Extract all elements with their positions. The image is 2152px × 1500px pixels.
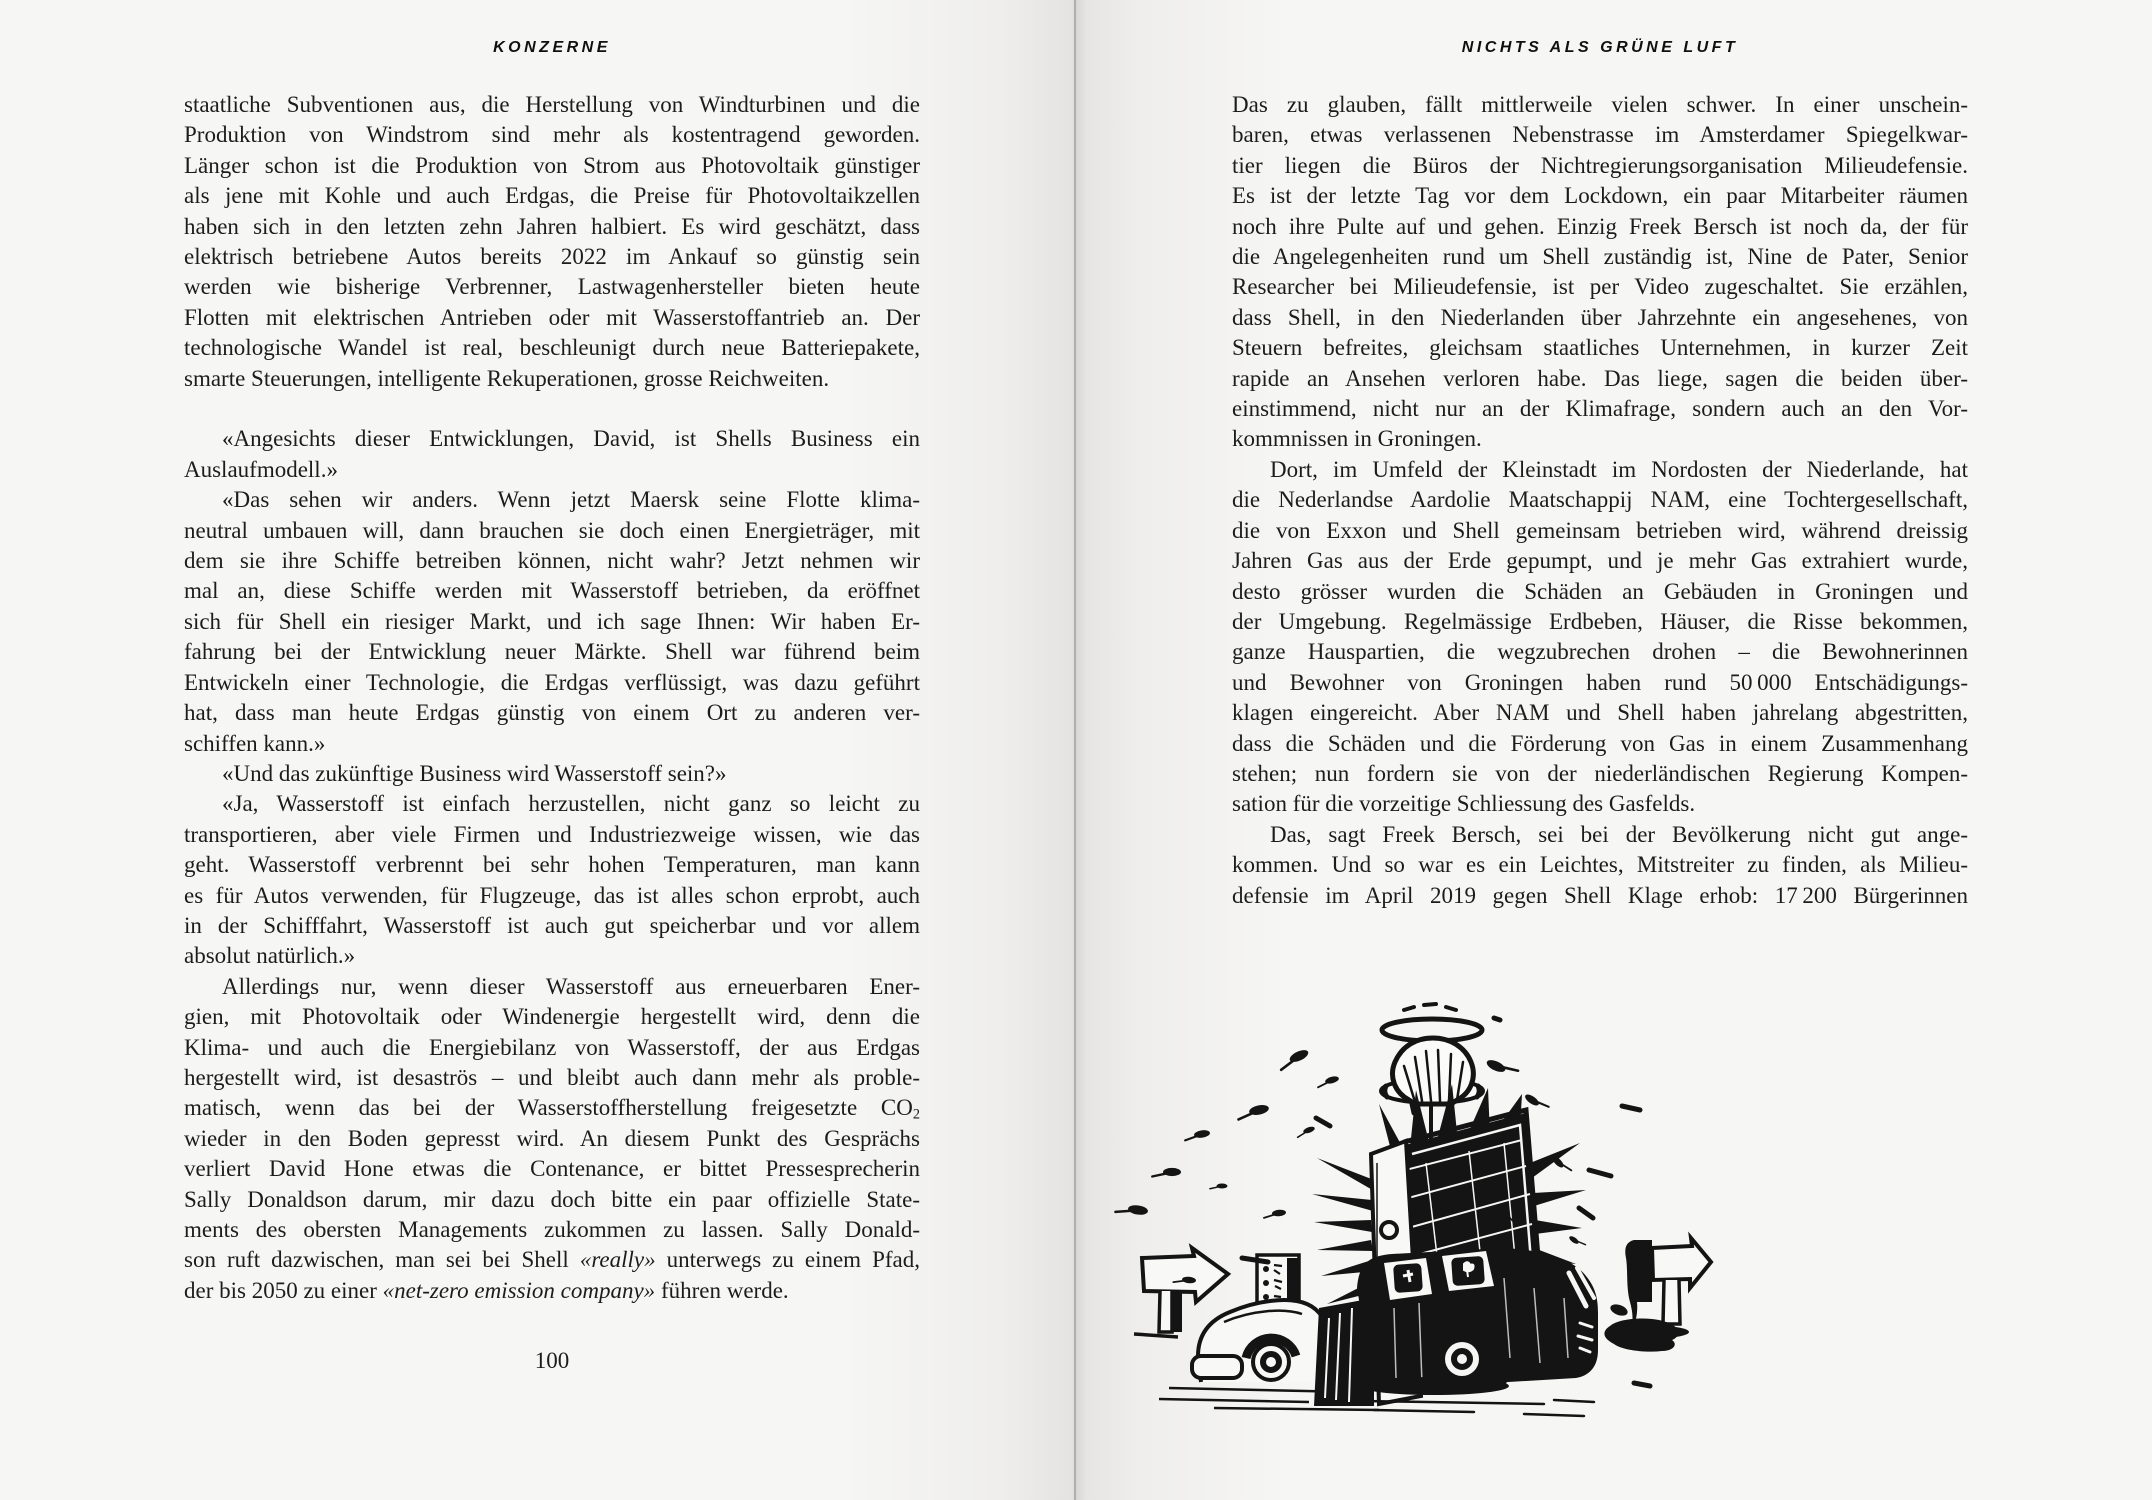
text-line: wieder in den Boden gepresst wird. An diesem Punkt des Gesprächs (184, 1125, 920, 1151)
text-line: hat, dass man heute Erdgas günstig von einem Ort zu anderen ver- (184, 700, 920, 726)
text-line: verliert David Hone etwas die Contenance, er bittet Pressesprecherin (184, 1156, 920, 1182)
text-line: werden wie bisherige Verbrenner, Lastwagenhersteller bieten heute (184, 274, 920, 300)
text-line: Flotten mit elektrischen Antrieben oder mit Wasserstoffantrieb an. Der (184, 304, 920, 330)
text-line: in der Schifffahrt, Wasserstoff ist auch gut speicherbar und vor allem (184, 912, 920, 938)
text-line: Steuern befreites, gleichsam staatliches Unternehmen, in kurzer Zeit (1232, 335, 1968, 361)
text-line: Es ist der letzte Tag vor dem Lockdown, ein paar Mitarbeiter räumen (1232, 183, 1968, 209)
text-line: smarte Steuerungen, intelligente Rekuperationen, grosse Reichweiten. (184, 365, 830, 391)
text-line: Das, sagt Freek Bersch, sei bei der Bevölkerung nicht gut ange- (1270, 821, 1968, 847)
text-line: desto grösser wurden die Schäden an Gebäuden in Groningen und (1232, 578, 1968, 604)
text-line: Allerdings nur, wenn dieser Wasserstoff aus erneuerbaren Ener- (222, 973, 920, 999)
text-line: matisch, wenn das bei der Wasserstoffherstellung freigesetzte $CO_2$ (184, 1095, 920, 1123)
text-line: kommnissen in Groningen. (1232, 426, 1482, 452)
text-line: sich für Shell ein riesiger Markt, und ich sage Ihnen: Wir haben Er- (184, 608, 920, 634)
text-line: «Und das zukünftige Business wird Wasserstoff sein?» (222, 760, 727, 786)
text-line: Researcher bei Milieudefensie, ist per Video zugeschaltet. Sie erzählen, (1232, 274, 1968, 300)
text-line: noch ihre Pulte auf und gehen. Einzig Freek Bersch ist noch da, der für (1232, 213, 1968, 239)
text-line: neutral umbauen will, dann brauchen sie doch einen Energieträger, mit (184, 517, 920, 543)
left-page-number: 100 (534, 1348, 570, 1373)
text-line: die Nederlandse Aardolie Maatschappij NAM, eine Tochtergesellschaft, (1232, 487, 1968, 513)
text-line: «Angesichts dieser Entwicklungen, David, ist Shells Business ein (222, 426, 920, 452)
text-line: Auslaufmodell.» (184, 456, 338, 482)
text-line: defensie im April 2019 gegen Shell Klage erhob: 17 200 Bürgerinnen (1232, 882, 1968, 908)
text-line: Entwickeln einer Technologie, die Erdgas verflüssigt, was dazu geführt (184, 669, 920, 695)
text-line: sation für die vorzeitige Schliessung des Gasfelds. (1232, 791, 1696, 817)
text-line: elektrisch betriebene Autos bereits 2022 im Ankauf so günstig sein (184, 244, 920, 270)
text-line: es für Autos verwenden, für Flugzeuge, das ist alles schon erprobt, auch (184, 882, 920, 908)
text-line: dass die Schäden und die Förderung von Gas in einem Zusammenhang (1232, 730, 1968, 756)
text-line: schiffen kann.» (184, 730, 326, 756)
text-line: die Angelegenheiten rund um Shell zuständig ist, Nine de Pater, Senior (1232, 244, 1968, 270)
black-car (1357, 1248, 1598, 1416)
text-line: und Bewohner von Groningen haben rund 50 000 Entschädigungs- (1232, 669, 1968, 695)
right-page (1076, 0, 2152, 1500)
illustration-svg (1074, 958, 1714, 1418)
text-line: technologische Wandel ist real, beschleunigt durch neue Batteriepakete, (184, 335, 920, 361)
text-line: klagen eingereicht. Aber NAM und Shell haben jahrelang abgestritten, (1232, 700, 1968, 726)
text-line: Sally Donaldson darum, mir dazu doch bitte ein paar offizielle State- (184, 1186, 920, 1212)
text-line: stehen; nun fordern sie von der niederländischen Regierung Kompen- (1232, 760, 1968, 786)
right-text-block (1232, 90, 1968, 911)
door-knob (1381, 1222, 1397, 1238)
text-line: Dort, im Umfeld der Kleinstadt im Nordosten der Niederlande, hat (1270, 456, 1968, 482)
text-line: rapide an Ansehen verloren habe. Das liege, sagen die beiden über- (1232, 365, 1968, 391)
text-line: transportieren, aber viele Firmen und Industriezweige wissen, wie das (184, 821, 920, 847)
text-line: son ruft dazwischen, man sei bei Shell «really» unterwegs zu einem Pfad, (184, 1247, 920, 1273)
text-line: ganze Hauspartien, die wegzubrechen drohen – die Bewohnerinnen (1232, 639, 1968, 665)
text-line: dass Shell, in den Niederlanden über Jahrzehnte ein angesehenes, von (1232, 304, 1968, 330)
text-line: haben sich in den letzten zehn Jahren halbiert. Es wird geschätzt, dass (184, 213, 920, 239)
text-line: baren, etwas verlassenen Nebenstrasse im Amsterdamer Spiegelkwar- (1232, 122, 1968, 148)
text-line: staatliche Subventionen aus, die Herstellung von Windturbinen und die (184, 92, 920, 117)
left-running-head: KONZERNE (493, 39, 611, 56)
text-line: hergestellt wird, ist desaströs – und bleibt auch dann mehr als proble- (184, 1064, 920, 1090)
text-line: der bis 2050 zu einer «net-zero emission company» führen werde. (184, 1277, 789, 1303)
text-line: fahrung bei der Entwicklung neuer Märkte. Shell war führend beim (184, 639, 920, 665)
text-line: Produktion von Windstrom sind mehr als kostentragend geworden. (184, 122, 920, 148)
text-line: «Ja, Wasserstoff ist einfach herzustellen, nicht ganz so leicht zu (222, 791, 920, 817)
text-line: geht. Wasserstoff verbrennt bei sehr hohen Temperaturen, man kann (184, 852, 920, 878)
text-line: absolut natürlich.» (184, 943, 356, 969)
text-line: «Das sehen wir anders. Wenn jetzt Maersk seine Flotte klima- (222, 487, 920, 513)
right-running-head: NICHTS ALS GRÜNE LUFT (1461, 39, 1739, 56)
text-line: Jahren Gas aus der Erde gepumpt, und je mehr Gas extrahiert wurde, (1232, 548, 1968, 574)
text-line: die von Exxon und Shell gemeinsam betrieben wird, während dreissig (1232, 517, 1968, 543)
text-line: gien, mit Photovoltaik oder Windenergie hergestellt wird, denn die (184, 1004, 920, 1030)
text-line: Klima- und auch die Energiebilanz von Wasserstoff, der aus Erdgas (184, 1034, 920, 1060)
text-line: kommen. Und so war es ein Leichtes, Mitstreiter zu finden, als Milieu- (1232, 852, 1968, 878)
text-line: Länger schon ist die Produktion von Strom aus Photovoltaik günstiger (184, 152, 920, 178)
text-line: einstimmend, nicht nur an der Klimafrage, sondern auch an den Vor- (1232, 396, 1968, 422)
left-text-block (184, 90, 920, 1306)
text-line: als jene mit Kohle und auch Erdgas, die Preise für Photovoltaikzellen (184, 183, 920, 209)
shell-door-illustration (1074, 958, 1714, 1418)
text-line: Das zu glauben, fällt mittlerweile vielen schwer. In einer unschein- (1232, 92, 1968, 117)
text-line: tier liegen die Büros der Nichtregierungsorganisation Milieudefensie. (1232, 152, 1968, 178)
text-line: ments des obersten Managements zukommen zu lassen. Sally Donald- (184, 1217, 920, 1243)
text-line: mal an, diese Schiffe werden mit Wasserstoff betrieben, da eröffnet (184, 578, 920, 604)
text-line: dem sie ihre Schiffe betreiben können, nicht wahr? Jetzt nehmen wir (184, 548, 920, 574)
text-line: der Umgebung. Regelmässige Erdbeben, Häuser, die Risse bekommen, (1232, 608, 1968, 634)
halo-icon (1382, 1004, 1482, 1041)
